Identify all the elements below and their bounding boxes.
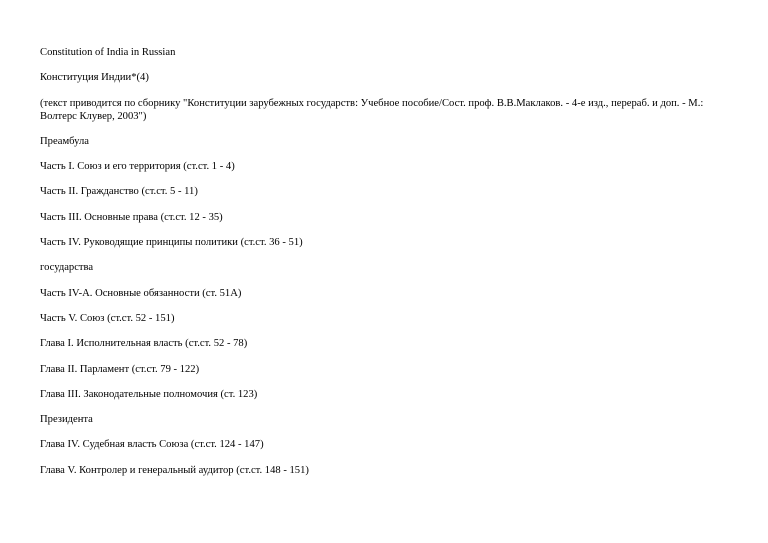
toc-chapter-1: Глава I. Исполнительная власть (ст.ст. 52 - 78) [40,338,248,350]
toc-chapter-5: Глава V. Контролер и генеральный аудитор (ст.ст. 148 - 151) [40,464,309,476]
document-title-russian: Конституция Индии*(4) [40,72,149,84]
toc-chapter-2: Глава II. Парламент (ст.ст. 79 - 122) [40,363,200,375]
toc-part-5: Часть V. Союз (ст.ст. 52 - 151) [40,312,175,324]
toc-part-3: Часть III. Основные права (ст.ст. 12 - 35) [40,211,223,223]
toc-preamble: Преамбула [40,135,89,147]
toc-part-4a: Часть IV-A. Основные обязанности (ст. 51A) [40,287,242,299]
toc-chapter-3-continuation: Президента [40,414,93,426]
toc-chapter-3: Глава III. Законодательные полномочия (ст. 123) [40,388,258,400]
toc-part-2: Часть II. Гражданство (ст.ст. 5 - 11) [40,186,198,198]
toc-part-4-continuation: государства [40,262,94,274]
toc-part-1: Часть I. Союз и его территория (ст.ст. 1 - 4) [40,161,235,173]
toc-chapter-4: Глава IV. Судебная власть Союза (ст.ст. 124 - 147) [40,439,264,451]
toc-part-4: Часть IV. Руководящие принципы политики (ст.ст. 36 - 51) [40,237,303,249]
document-title-english: Constitution of India in Russian [40,47,176,58]
source-note: (текст приводится по сборнику "Конституции зарубежных государств: Учебное пособие/Сост. проф. В.В.Маклаков. - 4-е изд., перераб. и доп. - М.: Волтерс Клувер, 2003") [40,97,704,122]
